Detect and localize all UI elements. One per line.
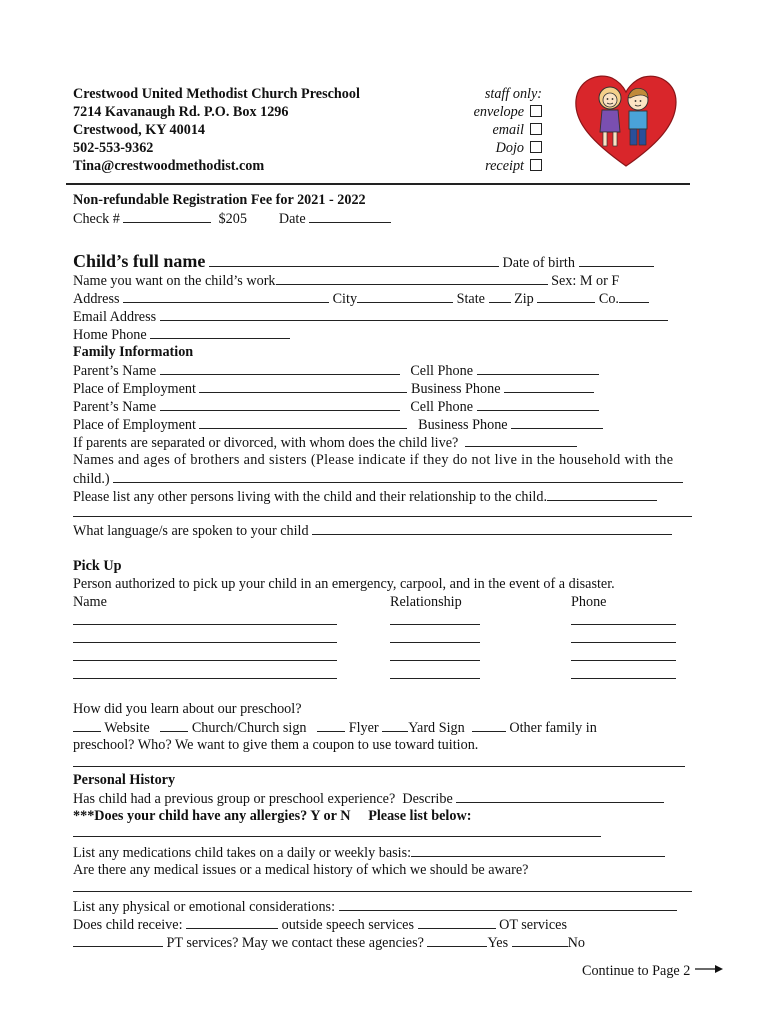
allergy-question: ***Does your child have any allergies? Y or N [73, 808, 351, 824]
dojo-checkbox[interactable] [530, 141, 542, 153]
allergy-list-label: Please list below: [368, 808, 472, 824]
continue-label: Continue to Page 2 [582, 963, 691, 979]
family-title: Family Information [73, 344, 194, 360]
business2-phone-field[interactable] [511, 415, 603, 429]
medical-question: Are there any medical issues or a medical history of which we should be aware? [73, 862, 529, 878]
email-checkbox[interactable] [530, 123, 542, 135]
parent2-row [73, 397, 599, 416]
pickup-relationship-field-4[interactable] [390, 678, 480, 679]
check-label: Check # [73, 211, 120, 227]
fee-row [73, 209, 391, 228]
fee-date-field[interactable] [309, 209, 391, 223]
nickname-field[interactable] [276, 271, 548, 285]
employment2-row [73, 415, 603, 434]
pickup-relationship-field-3[interactable] [390, 660, 480, 661]
others-field[interactable] [547, 487, 657, 501]
opt-other-family: Other family in [509, 720, 597, 736]
arrow-right-icon [694, 964, 724, 974]
city-field[interactable] [357, 289, 453, 303]
staff-only-block [440, 85, 542, 175]
heart-icon [576, 76, 676, 166]
employment2-label: Place of Employment [73, 417, 196, 433]
staff-item-email: email [492, 122, 524, 138]
who-field[interactable] [73, 766, 685, 767]
dob-field[interactable] [579, 253, 654, 267]
speech-blank[interactable] [186, 915, 278, 929]
home-phone-label: Home Phone [73, 327, 147, 343]
fee-date-label: Date [278, 211, 306, 227]
allergy-row [73, 807, 471, 825]
separated-field[interactable] [465, 433, 577, 447]
dob-label: Date of birth [502, 255, 575, 271]
group-field[interactable] [456, 789, 664, 803]
physical-question: List any physical or emotional considerations: [73, 899, 336, 915]
siblings-row [73, 469, 683, 488]
separated-row [73, 433, 577, 452]
pickup-name-field-1[interactable] [73, 624, 337, 625]
county-field[interactable] [619, 289, 649, 303]
pickup-relationship-field-1[interactable] [390, 624, 480, 625]
church-blank[interactable] [160, 718, 188, 732]
home-phone-row [73, 325, 290, 344]
pickup-title: Pick Up [73, 558, 122, 574]
language-question: What language/s are spoken to your child [73, 523, 309, 539]
pickup-phone-field-4[interactable] [571, 678, 676, 679]
header-divider [66, 183, 690, 185]
county-label: Co. [598, 291, 619, 307]
siblings-field[interactable] [113, 469, 683, 483]
receive-label: Does child receive: [73, 917, 183, 933]
address-row [73, 289, 649, 308]
pickup-phone-field-3[interactable] [571, 660, 676, 661]
parent1-label: Parent’s Name [73, 363, 157, 379]
opt-flyer: Flyer [348, 720, 379, 736]
employment1-row [73, 379, 594, 398]
pickup-phone-field-2[interactable] [571, 642, 676, 643]
staff-item-receipt: receipt [485, 158, 524, 174]
learn-line-2: preschool? Who? We want to give them a coupon to use toward tuition. [73, 737, 479, 753]
email-field[interactable] [160, 307, 668, 321]
city-label: City [332, 291, 358, 307]
pt-row [73, 933, 585, 952]
check-number-field[interactable] [123, 209, 211, 223]
language-field[interactable] [312, 521, 672, 535]
staff-only-title: staff only: [484, 86, 542, 102]
ot-blank[interactable] [418, 915, 496, 929]
parent1-cell-label: Cell Phone [410, 363, 473, 379]
parent2-label: Parent’s Name [73, 399, 157, 415]
business1-label: Business Phone [411, 381, 501, 397]
org-name: Crestwood United Methodist Church Preschool [73, 86, 360, 102]
speech-label: outside speech services [281, 917, 414, 933]
yes-label: Yes [487, 935, 509, 951]
business1-phone-field[interactable] [504, 379, 594, 393]
pickup-col-relationship: Relationship [390, 594, 462, 610]
ot-label: OT services [499, 917, 567, 933]
school-phone: 502-553-9362 [73, 140, 154, 156]
yes-blank[interactable] [427, 933, 487, 947]
school-address-block [73, 85, 360, 175]
pickup-col-phone: Phone [571, 594, 607, 610]
flyer-blank[interactable] [317, 718, 345, 732]
heart-kids-illustration [572, 70, 680, 170]
email-label: Email Address [73, 309, 157, 325]
language-row [73, 521, 672, 540]
receipt-checkbox[interactable] [530, 159, 542, 171]
pickup-name-field-2[interactable] [73, 642, 337, 643]
pickup-description: Person authorized to pick up your child in an emergency, carpool, and in the event of a disaster. [73, 576, 615, 592]
pickup-name-field-3[interactable] [73, 660, 337, 661]
no-blank[interactable] [512, 933, 568, 947]
opt-yard-sign: Yard Sign [408, 720, 465, 736]
child-full-name-label: Child’s full name [73, 251, 206, 271]
pickup-relationship-field-2[interactable] [390, 642, 480, 643]
fee-amount: $205 [218, 211, 247, 227]
envelope-checkbox[interactable] [530, 105, 542, 117]
zip-field[interactable] [537, 289, 595, 303]
medical-field[interactable] [73, 891, 692, 892]
home-phone-field[interactable] [150, 325, 290, 339]
sex-label: Sex: M or F [551, 273, 620, 289]
school-email: Tina@crestwoodmethodist.com [73, 158, 265, 174]
address-field[interactable] [123, 289, 329, 303]
employment1-label: Place of Employment [73, 381, 196, 397]
learn-question: How did you learn about our preschool? [73, 701, 302, 717]
learn-options-row [73, 718, 597, 737]
group-row [73, 789, 664, 808]
physical-field[interactable] [339, 897, 677, 911]
parent2-name-field[interactable] [160, 397, 400, 411]
others-row [73, 487, 657, 506]
group-question: Has child had a previous group or preschool experience? Describe [73, 791, 453, 807]
continue-row [582, 962, 724, 980]
separated-question: If parents are separated or divorced, with whom does the child live? [73, 435, 459, 451]
nickname-row [73, 271, 619, 290]
fee-title: Non-refundable Registration Fee for 2021 - 2022 [73, 192, 366, 208]
family-blank[interactable] [472, 718, 506, 732]
physical-row [73, 897, 677, 916]
email-row [73, 307, 668, 326]
pt-label: PT services? May we contact these agencies? [166, 935, 424, 951]
opt-website: Website [104, 720, 150, 736]
city-state: Crestwood, KY 40014 [73, 122, 206, 138]
employment2-field[interactable] [199, 415, 407, 429]
no-label: No [567, 935, 586, 951]
address-label: Address [73, 291, 120, 307]
staff-item-dojo: Dojo [495, 140, 524, 156]
meds-question: List any medications child takes on a daily or weekly basis: [73, 845, 412, 861]
nickname-label: Name you want on the child’s work [73, 273, 276, 289]
website-blank[interactable] [73, 718, 101, 732]
employment1-field[interactable] [199, 379, 407, 393]
allergy-field[interactable] [73, 836, 601, 837]
pickup-name-field-4[interactable] [73, 678, 337, 679]
siblings-question-2: child.) [73, 471, 110, 487]
opt-church: Church/Church sign [191, 720, 307, 736]
parent2-cell-label: Cell Phone [410, 399, 473, 415]
parent1-row [73, 361, 599, 380]
meds-field[interactable] [411, 843, 665, 857]
pickup-col-name: Name [73, 594, 107, 610]
pt-blank[interactable] [73, 933, 163, 947]
street-address: 7214 Kavanaugh Rd. P.O. Box 1296 [73, 104, 289, 120]
parent1-cell-field[interactable] [477, 361, 599, 375]
meds-row [73, 843, 665, 862]
siblings-question-1: Names and ages of brothers and sisters (Please indicate if they do not live in the household with the [73, 452, 674, 468]
zip-label: Zip [514, 291, 534, 307]
child-full-name-field[interactable] [209, 253, 499, 267]
business2-label: Business Phone [418, 417, 508, 433]
others-field-line-2[interactable] [73, 516, 692, 517]
pickup-phone-field-1[interactable] [571, 624, 676, 625]
state-field[interactable] [489, 289, 511, 303]
staff-item-envelope: envelope [473, 104, 524, 120]
history-title: Personal History [73, 772, 176, 788]
parent1-name-field[interactable] [160, 361, 400, 375]
yard-blank[interactable] [382, 718, 408, 732]
parent2-cell-field[interactable] [477, 397, 599, 411]
others-question: Please list any other persons living with the child and their relationship to the child. [73, 489, 548, 505]
state-label: State [456, 291, 485, 307]
receive-row [73, 915, 567, 934]
